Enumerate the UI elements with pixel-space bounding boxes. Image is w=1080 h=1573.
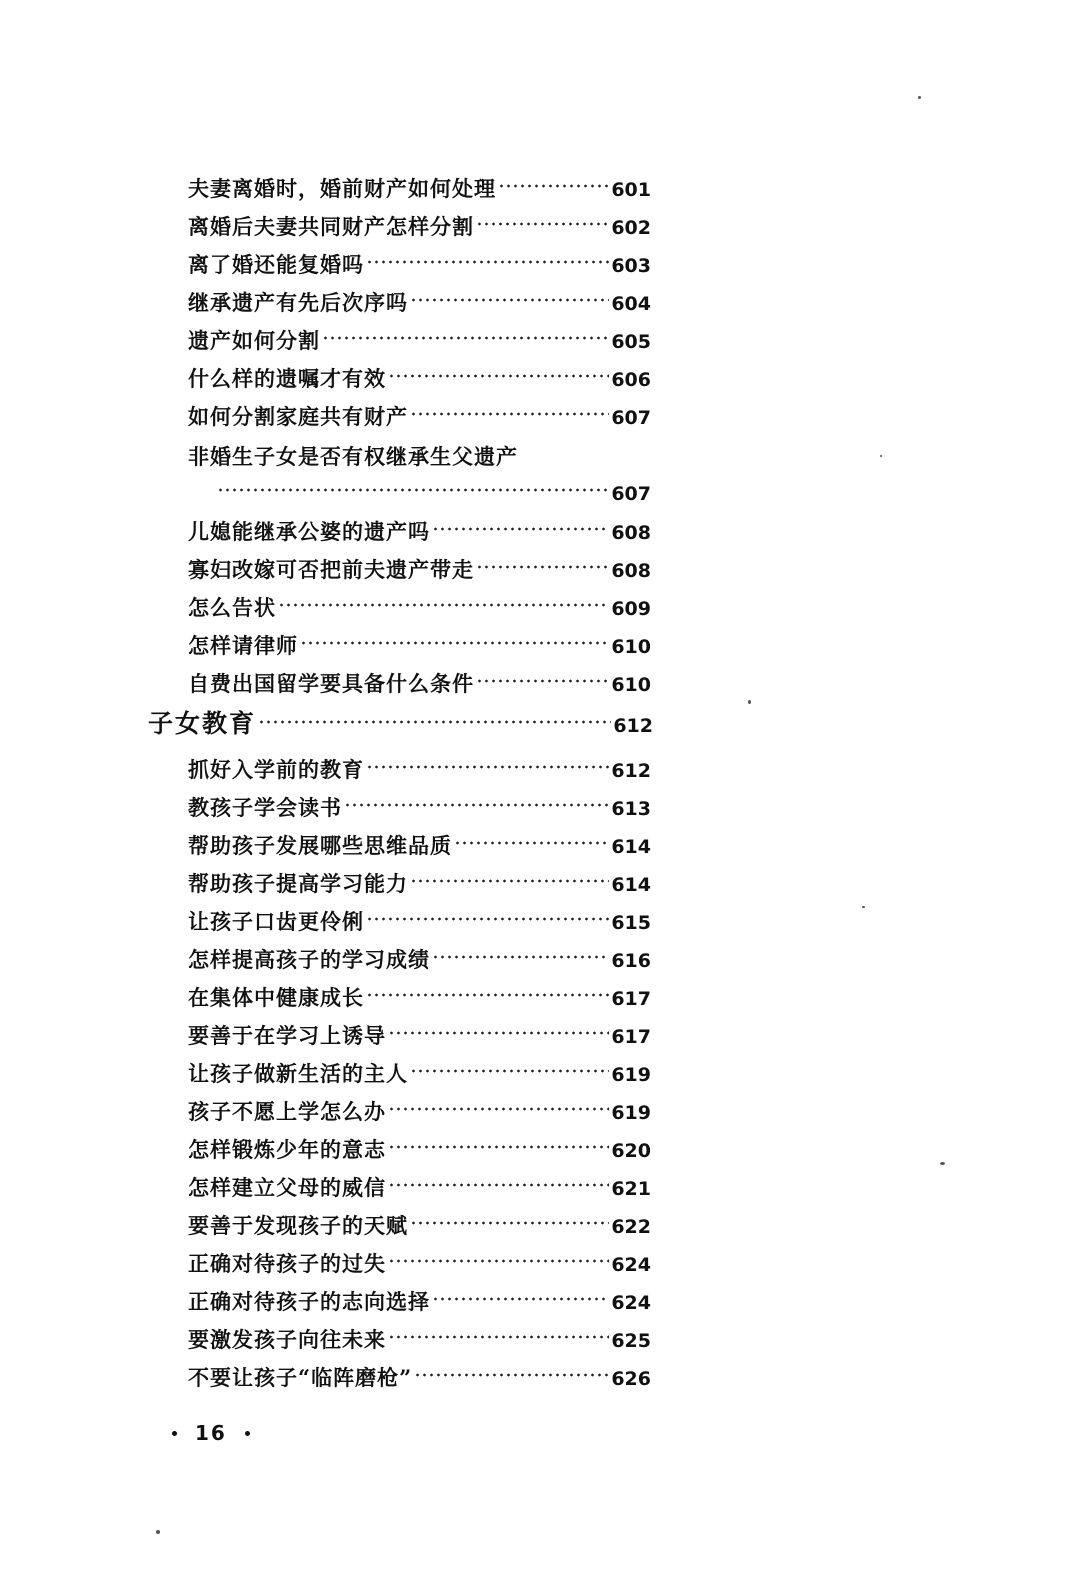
toc-entry	[188, 1288, 651, 1316]
toc-entry-title: 正确对待孩子的过失	[188, 1251, 386, 1276]
dot-leader	[217, 486, 609, 494]
toc-entry	[188, 670, 651, 698]
toc-entry-title: 怎样请律师	[188, 633, 298, 658]
toc-entry	[188, 1060, 651, 1088]
toc-entry	[188, 632, 651, 660]
toc-entry-title: 怎样提高孩子的学习成绩	[188, 947, 430, 972]
toc-entry-title: 什么样的遗嘱才有效	[188, 366, 386, 391]
toc-entry-page: 605	[611, 331, 651, 353]
toc-entry	[188, 984, 651, 1012]
toc-entry-page: 601	[611, 179, 651, 201]
toc-entry-title: 怎样锻炼少年的意志	[188, 1137, 386, 1162]
toc-entry-title: 要善于发现孩子的天赋	[188, 1213, 408, 1238]
toc-entry-page: 617	[611, 988, 651, 1010]
page-number-text: 16	[195, 1421, 227, 1445]
toc-entry-title: 离了婚还能复婚吗	[188, 252, 364, 277]
toc-entry	[188, 251, 651, 279]
toc-entry-page: 619	[611, 1102, 651, 1124]
toc-entry-title: 夫妻离婚时，婚前财产如何处理	[188, 176, 496, 201]
toc-entry-title: 让孩子口齿更伶俐	[188, 909, 364, 934]
dot-leader	[322, 334, 609, 342]
toc-entry	[188, 1326, 651, 1354]
dot-leader	[476, 220, 609, 228]
dot-leader	[432, 525, 609, 533]
toc-entry	[188, 556, 651, 584]
toc-entry-page: 613	[611, 798, 651, 820]
toc-entry	[188, 289, 651, 317]
dot-leader	[454, 839, 609, 847]
dot-leader	[410, 877, 609, 885]
toc-entry-continuation	[215, 480, 651, 508]
toc-entry-title: 在集体中健康成长	[188, 985, 364, 1010]
toc-entry-page: 620	[611, 1140, 651, 1162]
toc-entry-title: 教孩子学会读书	[188, 795, 342, 820]
dot-leader	[410, 1219, 609, 1227]
toc-entry-page: 626	[611, 1368, 651, 1390]
toc-entry	[188, 175, 651, 203]
dot-leader	[278, 601, 609, 609]
toc-entry	[188, 1022, 651, 1050]
toc-entry-title: 要激发孩子向往未来	[188, 1327, 386, 1352]
dot-leader	[344, 801, 609, 809]
scan-speck	[862, 906, 865, 908]
toc-entry-title: 如何分割家庭共有财产	[188, 404, 408, 429]
toc-entry	[188, 946, 651, 974]
dot-leader	[366, 763, 609, 771]
dot-leader	[432, 1295, 609, 1303]
toc-entry-title: 正确对待孩子的志向选择	[188, 1289, 430, 1314]
toc-entry-title: 怎么告状	[188, 595, 276, 620]
toc-entry	[188, 870, 651, 898]
toc-entry-page: 621	[611, 1178, 651, 1200]
toc-entry-title: 儿媳能继承公婆的遗产吗	[188, 519, 430, 544]
dot-leader	[258, 718, 611, 726]
toc-entry	[188, 1174, 651, 1202]
toc-entry	[188, 832, 651, 860]
dot-leader	[366, 258, 609, 266]
toc-entry	[188, 1098, 651, 1126]
dot-leader	[410, 296, 609, 304]
toc-entry	[188, 594, 651, 622]
toc-entry-page: 616	[611, 950, 651, 972]
toc-entry	[188, 1250, 651, 1278]
scan-speck	[918, 96, 921, 99]
dot-leader	[476, 563, 609, 571]
toc-entry	[188, 403, 651, 431]
toc-entry-page: 603	[611, 255, 651, 277]
toc-entry-page: 614	[611, 874, 651, 896]
dot-leader	[366, 991, 609, 999]
toc-entry-title: 抓好入学前的教育	[188, 757, 364, 782]
toc-entry-title: 自费出国留学要具备什么条件	[188, 671, 474, 696]
toc-entry-title: 离婚后夫妻共同财产怎样分割	[188, 214, 474, 239]
toc-entry	[188, 1136, 651, 1164]
toc-entry-page: 624	[611, 1254, 651, 1276]
toc-entry-title: 帮助孩子发展哪些思维品质	[188, 833, 452, 858]
dot-leader	[432, 953, 609, 961]
toc-entry	[188, 756, 651, 784]
dot-leader	[388, 1333, 609, 1341]
toc-entry-page: 610	[611, 636, 651, 658]
toc-entry-page: 608	[611, 560, 651, 582]
toc-entry-page: 625	[611, 1330, 651, 1352]
dot-leader	[300, 639, 609, 647]
toc-entry-page: 602	[611, 217, 651, 239]
toc-entry	[188, 1364, 651, 1392]
scan-speck	[940, 1162, 945, 1165]
toc-entry-title: 不要让孩子“临阵磨枪”	[188, 1365, 413, 1390]
dot-leader	[498, 182, 609, 190]
page-number	[172, 1421, 250, 1445]
dot-leader	[410, 1067, 609, 1075]
toc-entry-page: 622	[611, 1216, 651, 1238]
scan-speck	[748, 700, 751, 704]
toc-entry-page: 608	[611, 522, 651, 544]
dot-leader	[366, 915, 609, 923]
toc-entry-page: 609	[611, 598, 651, 620]
toc-entry-title: 继承遗产有先后次序吗	[188, 290, 408, 315]
toc-entry-page: 619	[611, 1064, 651, 1086]
dot-leader	[388, 1143, 609, 1151]
toc-entry	[188, 327, 651, 355]
toc-entry-page: 607	[611, 407, 651, 429]
toc-entry-title: 要善于在学习上诱导	[188, 1023, 386, 1048]
toc-entry-page: 614	[611, 836, 651, 858]
toc-entry	[188, 213, 651, 241]
dot-leader	[388, 1029, 609, 1037]
folio-dot	[245, 1431, 250, 1436]
dot-leader	[410, 410, 609, 418]
toc-entry	[188, 365, 651, 393]
scan-speck	[880, 455, 882, 457]
toc-entry-title: 让孩子做新生活的主人	[188, 1061, 408, 1086]
toc-entry-title: 怎样建立父母的威信	[188, 1175, 386, 1200]
toc-entry-title: 帮助孩子提高学习能力	[188, 871, 408, 896]
dot-leader	[388, 1257, 609, 1265]
toc-entry-page: 624	[611, 1292, 651, 1314]
toc-entry-title: 寡妇改嫁可否把前夫遗产带走	[188, 557, 474, 582]
dot-leader	[388, 372, 609, 380]
toc-entry	[188, 908, 651, 936]
toc-entry-title: 遗产如何分割	[188, 328, 320, 353]
toc-entry	[188, 1212, 651, 1240]
toc-entry	[188, 518, 651, 546]
section-title: 子女教育	[148, 709, 257, 738]
toc-entry-title: 孩子不愿上学怎么办	[188, 1099, 386, 1124]
scan-speck	[156, 1530, 160, 1534]
toc-entry	[188, 794, 651, 822]
toc-entry-page: 615	[611, 912, 651, 934]
folio-dot	[172, 1431, 177, 1436]
toc-entry-page: 617	[611, 1026, 651, 1048]
toc-entry-page: 610	[611, 674, 651, 696]
toc-entry-page: 606	[611, 369, 651, 391]
toc-section-heading	[148, 710, 653, 738]
dot-leader	[388, 1181, 609, 1189]
dot-leader	[476, 677, 609, 685]
dot-leader	[388, 1105, 609, 1113]
toc-entry-title-wrapped: 非婚生子女是否有权继承生父遗产	[188, 444, 518, 469]
section-page: 612	[613, 715, 653, 737]
dot-leader	[414, 1371, 609, 1379]
toc-entry-page: 607	[611, 483, 651, 505]
toc-entry-page: 604	[611, 293, 651, 315]
toc-entry-page: 612	[611, 760, 651, 782]
